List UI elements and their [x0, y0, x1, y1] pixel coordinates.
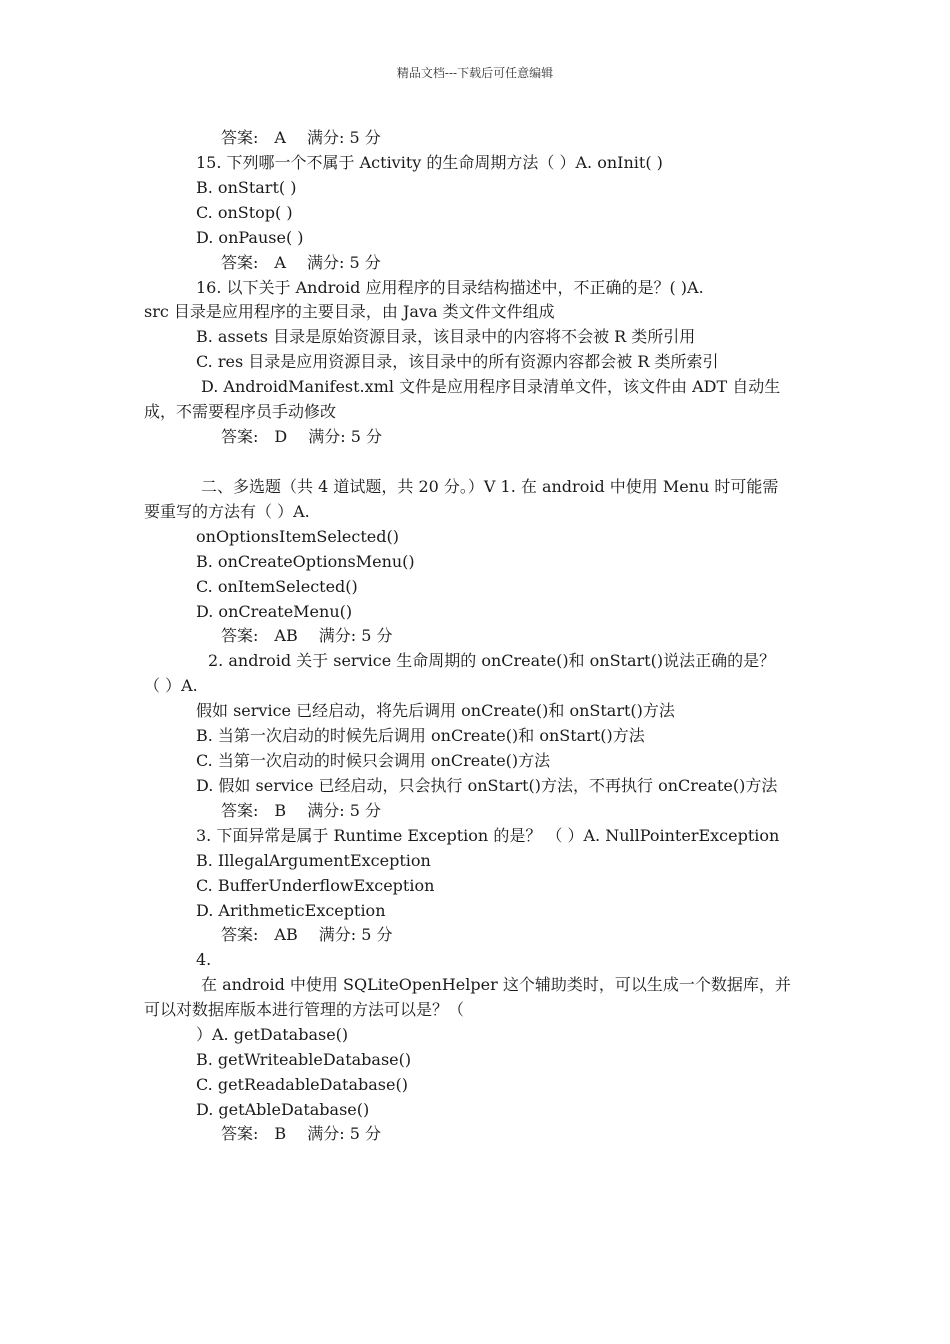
option-b: B. onStart( )	[196, 178, 297, 197]
section-heading-multi: 二、多选题（共 4 道试题，共 20 分。）V 1. 在 android 中使用 Menu 时可能需	[201, 477, 779, 496]
option-d: D. AndroidManifest.xml 文件是应用程序目录清单文件，该文件由 ADT 自动生	[201, 377, 781, 396]
option-c: C. res 目录是应用资源目录，该目录中的所有资源内容都会被 R 类所索引	[196, 352, 719, 371]
option-c: C. getReadableDatabase()	[196, 1075, 408, 1094]
option-c: C. 当第一次启动的时候只会调用 onCreate()方法	[196, 751, 551, 770]
answer-line: 答案: AB 满分: 5 分	[221, 925, 393, 944]
option-d: D. onCreateMenu()	[196, 602, 353, 621]
question-3: 3. 下面异常是属于 Runtime Exception 的是？ （ ）A. NullPointerException	[196, 826, 780, 845]
answer-line: 答案: A 满分: 5 分	[221, 128, 381, 147]
question-2: 2. android 关于 service 生命周期的 onCreate()和 onStart()说法正确的是？	[208, 651, 776, 670]
option-c: C. onItemSelected()	[196, 577, 358, 596]
answer-line: 答案: D 满分: 5 分	[221, 427, 383, 446]
option-a-continued: src 目录是应用程序的主要目录，由 Java 类文件文件组成	[144, 302, 555, 321]
option-c: C. onStop( )	[196, 203, 293, 222]
answer-line: 答案: AB 满分: 5 分	[221, 626, 393, 645]
option-b: B. IllegalArgumentException	[196, 851, 431, 870]
question-4: 在 android 中使用 SQLiteOpenHelper 这个辅助类时，可以生成一个数据库，并	[201, 975, 791, 994]
option-d: D. ArithmeticException	[196, 901, 386, 920]
question-4-number: 4.	[196, 950, 212, 969]
question-4-continued: 可以对数据库版本进行管理的方法可以是？（	[144, 1000, 465, 1019]
question-16: 16. 以下关于 Android 应用程序的目录结构描述中，不正确的是？( )A.	[196, 278, 704, 297]
answer-line: 答案: A 满分: 5 分	[221, 253, 381, 272]
question-1-continued: 要重写的方法有（ ）A.	[144, 502, 310, 521]
answer-line: 答案: B 满分: 5 分	[221, 801, 381, 820]
option-a: onOptionsItemSelected()	[196, 527, 399, 546]
option-d: D. onPause( )	[196, 228, 304, 247]
option-d: D. getAbleDatabase()	[196, 1100, 370, 1119]
page-header: 精品文档---下载后可任意编辑	[396, 66, 554, 80]
option-d: D. 假如 service 已经启动，只会执行 onStart()方法，不再执行 onCreate()方法	[196, 776, 778, 795]
question-15: 15. 下列哪一个不属于 Activity 的生命周期方法（ ）A. onInit( )	[196, 153, 663, 172]
question-2-continued: （ ）A.	[144, 676, 198, 695]
option-b: B. onCreateOptionsMenu()	[196, 552, 415, 571]
option-b: B. assets 目录是原始资源目录，该目录中的内容将不会被 R 类所引用	[196, 327, 696, 346]
option-c: C. BufferUnderflowException	[196, 876, 435, 895]
option-a: ）A. getDatabase()	[196, 1025, 349, 1044]
option-a: 假如 service 已经启动，将先后调用 onCreate()和 onStart()方法	[196, 701, 675, 720]
option-b: B. 当第一次启动的时候先后调用 onCreate()和 onStart()方法	[196, 726, 645, 745]
option-b: B. getWriteableDatabase()	[196, 1050, 412, 1069]
option-d-continued: 成，不需要程序员手动修改	[144, 402, 337, 421]
answer-line: 答案: B 满分: 5 分	[221, 1124, 381, 1143]
